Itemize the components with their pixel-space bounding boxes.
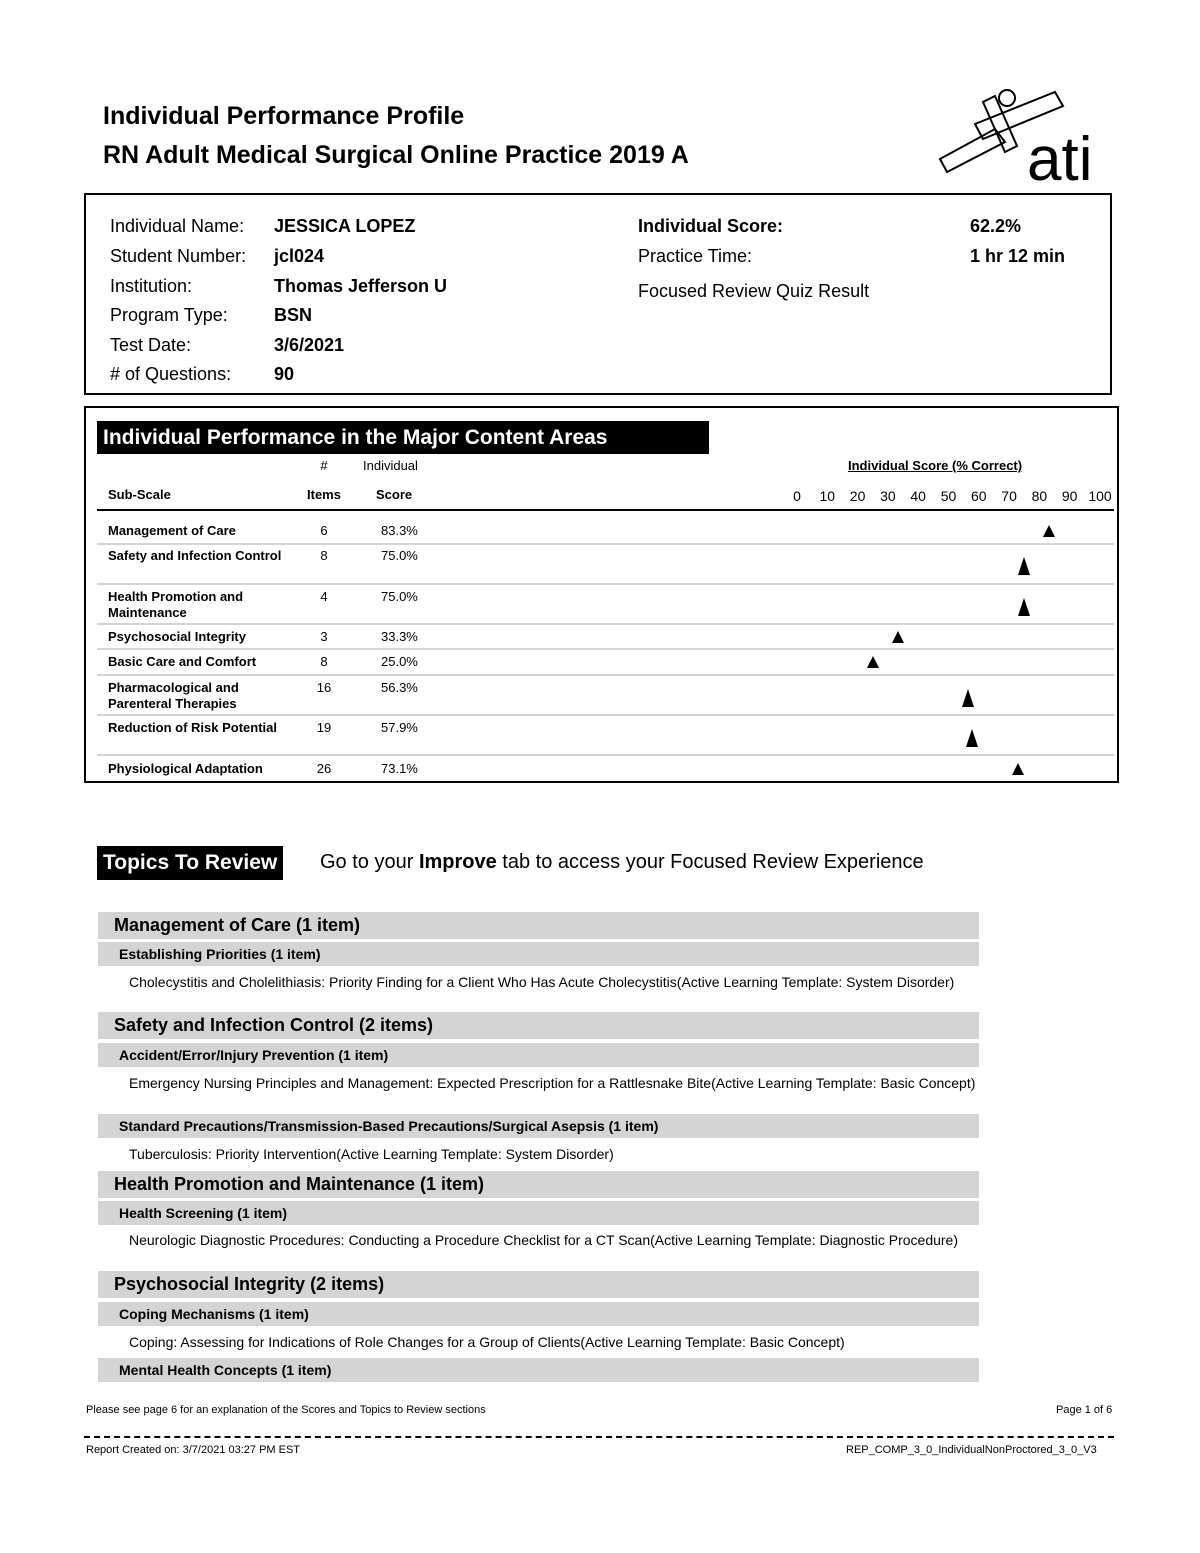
score-marker — [1018, 598, 1030, 616]
subscale-name: Health Promotion and Maintenance — [108, 589, 244, 620]
subscale-items: 3 — [320, 629, 328, 644]
topics-banner: Topics To Review — [97, 846, 283, 880]
score-marker — [867, 656, 879, 668]
items-header-top: # — [320, 458, 328, 473]
score-marker — [962, 689, 974, 707]
individual-score-value: 62.2% — [970, 216, 1022, 236]
performance-banner: Individual Performance in the Major Content Areas — [97, 421, 709, 454]
score-marker — [1012, 763, 1024, 775]
subscale-score: 25.0% — [381, 654, 418, 669]
topic-subcategory: Coping Mechanisms (1 item) — [98, 1302, 979, 1326]
scale-tick: 10 — [819, 488, 836, 504]
score-header: Score — [376, 487, 413, 502]
program-type-value: BSN — [274, 305, 313, 325]
topic-category: Management of Care (1 item) — [98, 912, 979, 939]
footer-note: Please see page 6 for an explanation of the Scores and Topics to Review sections — [86, 1404, 486, 1416]
scale-tick: 70 — [1001, 488, 1017, 504]
scale-tick: 40 — [910, 488, 926, 504]
score-scale-title: Individual Score (% Correct) — [848, 458, 1023, 473]
row-divider — [97, 714, 1114, 716]
scale-tick: 100 — [1088, 488, 1112, 504]
topic-item: Tuberculosis: Priority Intervention(Active Learning Template: System Disorder) — [129, 1146, 614, 1162]
individual-name-value: JESSICA LOPEZ — [274, 216, 416, 236]
subscale-score: 75.0% — [381, 548, 418, 563]
topic-category: Safety and Infection Control (2 items) — [98, 1012, 979, 1039]
topic-category: Psychosocial Integrity (2 items) — [98, 1271, 979, 1298]
scale-tick: 30 — [880, 488, 896, 504]
row-divider — [97, 674, 1114, 676]
subscale-items: 16 — [316, 680, 332, 695]
ati-logo — [935, 84, 1105, 184]
topic-subcategory: Standard Precautions/Transmission-Based Precautions/Surgical Asepsis (1 item) — [98, 1114, 979, 1138]
score-marker — [892, 631, 904, 643]
subscale-items: 8 — [320, 548, 328, 563]
topic-subcategory: Establishing Priorities (1 item) — [98, 942, 979, 966]
program-type-label: Program Type: — [110, 305, 228, 325]
test-date-value: 3/6/2021 — [274, 335, 345, 355]
subscale-items: 4 — [320, 589, 328, 604]
score-marker — [1043, 525, 1055, 537]
row-divider — [97, 623, 1114, 625]
subscale-items: 8 — [320, 654, 328, 669]
page-number: Page 1 of 6 — [1056, 1404, 1113, 1416]
subscale-name: Safety and Infection Control — [108, 548, 282, 563]
topic-subcategory: Mental Health Concepts (1 item) — [98, 1358, 979, 1382]
report-created: Report Created on: 3/7/2021 03:27 PM EST — [86, 1444, 301, 1456]
subscale-items: 6 — [320, 523, 328, 538]
subscale-name: Psychosocial Integrity — [108, 629, 246, 644]
questions-value: 90 — [274, 364, 295, 384]
subscale-score: 83.3% — [381, 523, 418, 538]
individual-score-label: Individual Score: — [638, 216, 784, 236]
scale-tick: 90 — [1061, 488, 1078, 504]
topic-item: Emergency Nursing Principles and Management: Expected Prescription for a Rattlesnake Bite(Active Learning Template: Basic Concept) — [129, 1075, 976, 1091]
topic-item: Coping: Assessing for Indications of Role Changes for a Group of Clients(Active Learning Template: Basic Concept) — [129, 1334, 845, 1350]
scale-tick: 0 — [793, 488, 801, 504]
row-divider — [97, 583, 1114, 585]
topic-category: Health Promotion and Maintenance (1 item) — [98, 1171, 979, 1198]
subscale-items: 26 — [316, 761, 332, 776]
subscale-name: Management of Care — [108, 523, 236, 538]
practice-time-label: Practice Time: — [638, 246, 753, 266]
topic-item: Cholecystitis and Cholelithiasis: Priority Finding for a Client Who Has Acute Cholecystitis(Active Learning Template: System Disorder) — [129, 974, 955, 990]
institution-label: Institution: — [110, 276, 193, 296]
score-marker — [966, 729, 978, 747]
subscale-items: 19 — [316, 720, 332, 735]
report-code: REP_COMP_3_0_IndividualNonProctored_3_0_V3 — [846, 1444, 1097, 1456]
scale-tick: 60 — [971, 488, 987, 504]
subscale-score: 57.9% — [381, 720, 418, 735]
subscale-name: Physiological Adaptation — [108, 761, 263, 776]
focused-review-quiz-label: Focused Review Quiz Result — [638, 281, 870, 301]
scale-tick: 50 — [940, 488, 957, 504]
test-date-label: Test Date: — [110, 335, 192, 355]
subscale-header: Sub-Scale — [108, 487, 171, 502]
topic-subcategory: Accident/Error/Injury Prevention (1 item) — [98, 1043, 979, 1067]
score-marker — [1018, 557, 1030, 575]
page-subtitle: RN Adult Medical Surgical Online Practice 2019 A — [103, 141, 689, 169]
subscale-score: 73.1% — [381, 761, 418, 776]
row-divider — [97, 754, 1114, 756]
student-number-value: jcl024 — [274, 246, 325, 266]
subscale-name: Pharmacological and Parenteral Therapies — [108, 680, 239, 711]
subscale-score: 75.0% — [381, 589, 418, 604]
svg-text:ati: ati — [1027, 125, 1093, 184]
page-title: Individual Performance Profile — [103, 102, 465, 130]
subscale-score: 33.3% — [381, 629, 418, 644]
footer-divider — [84, 1436, 1114, 1438]
scale-tick: 20 — [849, 488, 866, 504]
subscale-name: Basic Care and Comfort — [108, 654, 257, 669]
row-divider — [97, 648, 1114, 650]
student-number-label: Student Number: — [110, 246, 247, 266]
header-divider — [97, 509, 1114, 511]
topic-subcategory: Health Screening (1 item) — [98, 1201, 979, 1225]
items-header: Items — [307, 487, 341, 502]
individual-name-label: Individual Name: — [110, 216, 245, 236]
topics-note: Go to your Improve tab to access your Focused Review Experience — [320, 851, 924, 873]
subscale-name: Reduction of Risk Potential — [108, 720, 278, 735]
questions-label: # of Questions: — [110, 364, 232, 384]
score-header-top: Individual — [363, 458, 418, 473]
topic-item: Neurologic Diagnostic Procedures: Conducting a Procedure Checklist for a CT Scan(Active Learning Template: Diagnostic Procedure) — [129, 1232, 959, 1248]
institution-value: Thomas Jefferson U — [274, 276, 448, 296]
practice-time-value: 1 hr 12 min — [970, 246, 1066, 266]
scale-tick: 80 — [1031, 488, 1048, 504]
subscale-score: 56.3% — [381, 680, 418, 695]
row-divider — [97, 543, 1114, 545]
